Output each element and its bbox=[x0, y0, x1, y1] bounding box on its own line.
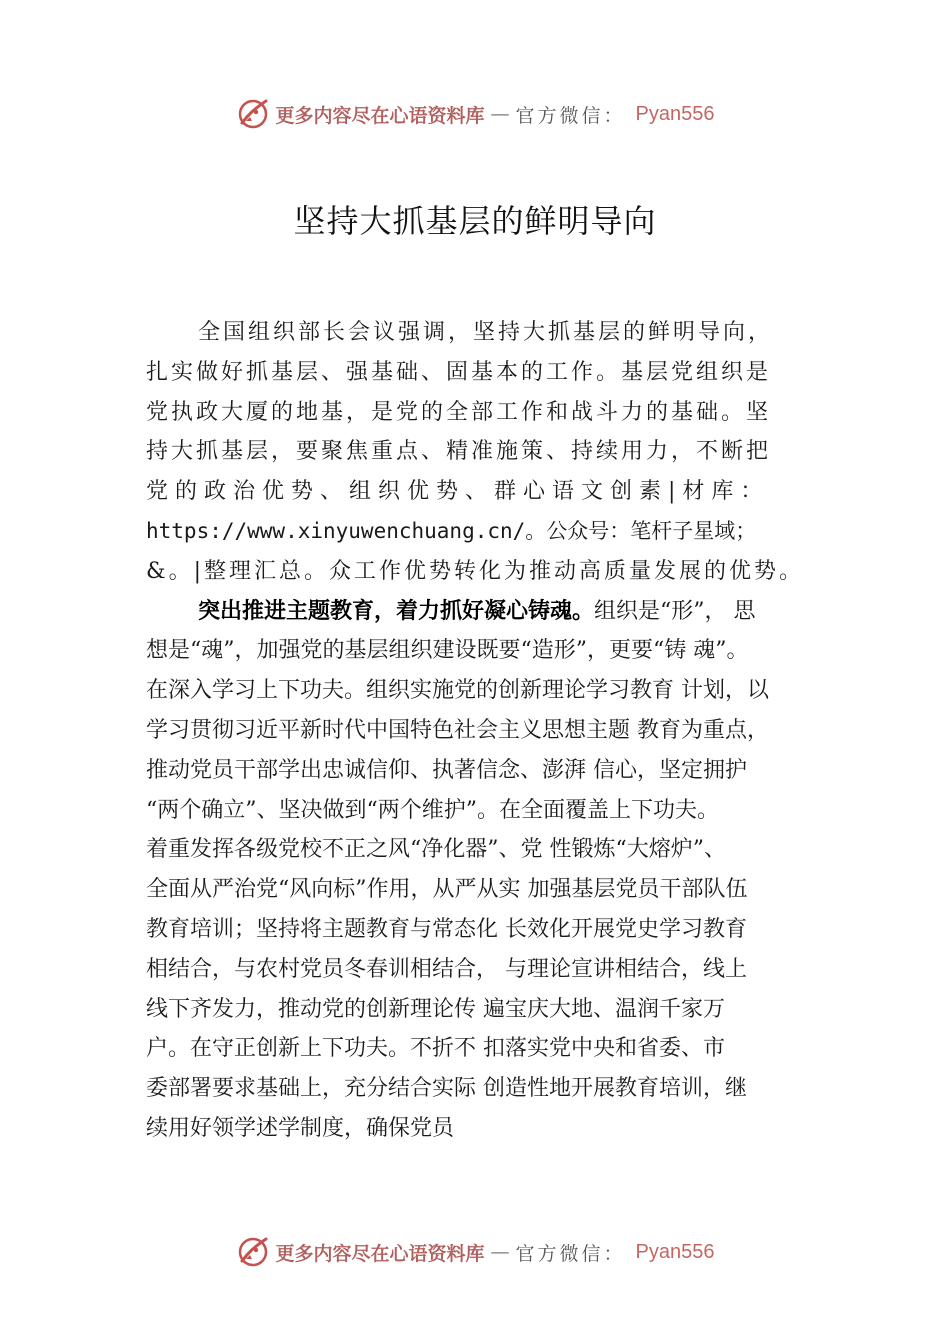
header-banner bbox=[0, 92, 950, 136]
footer-banner bbox=[0, 1230, 950, 1274]
banner-site-text: 更多内容尽在心语资料库 bbox=[275, 1242, 485, 1265]
text-line: 学习贯彻习近平新时代中国特色社会主义思想主题 教育为重点， bbox=[146, 717, 769, 743]
text-line: 相结合，与农村党员冬春训相结合， 与理论宣讲相结合，线上 bbox=[146, 956, 747, 982]
text-line: 着重发挥各级党校不正之风“净化器”、党 性锻炼“大熔炉”、 bbox=[146, 837, 726, 863]
text-line: “两个确立”、坚决做到“两个维护”。在全面覆盖上下功夫。 bbox=[146, 797, 719, 823]
banner-wechat-label: 官方微信： bbox=[515, 104, 626, 127]
text-line: 想是“魂”，加强党的基层组织建设既要“造形”，更要“铸 魂”。 bbox=[146, 638, 749, 664]
text-line: 党的政治优势、组织优势、群心语文创素|材库： bbox=[146, 479, 770, 505]
document-title: 坚持大抓基层的鲜明导向 bbox=[293, 202, 657, 240]
text-line: 委部署要求基础上，充分结合实际 创造性地开展教育培训，继 bbox=[146, 1076, 747, 1102]
text-line: 推动党员干部学出忠诚信仰、执著信念、澎湃 信心，坚定拥护 bbox=[146, 757, 747, 783]
text-line: 教育培训；坚持将主题教育与常态化 长效化开展党史学习教育 bbox=[146, 916, 747, 942]
paragraph-lead-line bbox=[146, 592, 846, 632]
text-line: 党执政大厦的地基，是党的全部工作和战斗力的基础。坚 bbox=[146, 399, 772, 425]
text-line: 全国组织部长会议强调，坚持大抓基层的鲜明导向， bbox=[198, 320, 774, 345]
banner-wechat-label: 官方微信： bbox=[515, 1242, 626, 1265]
paragraph-lead-rest: 组织是“形”， 思 bbox=[594, 598, 756, 624]
text-line: 线下齐发力，推动党的创新理论传 遍宝庆大地、温润千家万 bbox=[146, 996, 725, 1022]
pen-logo-icon bbox=[236, 1235, 270, 1269]
banner-site-text: 更多内容尽在心语资料库 bbox=[275, 104, 485, 127]
document-body bbox=[146, 313, 846, 1149]
text-line: 户。在守正创新上下功夫。不折不 扣落实党中央和省委、市 bbox=[146, 1036, 725, 1062]
banner-wechat-id: Pyan556 bbox=[635, 1240, 715, 1263]
text-line: https://www.xinyuwenchuang.cn/。公众号：笔杆子星域； bbox=[146, 518, 757, 543]
pen-logo-icon bbox=[236, 97, 270, 131]
text-line: &。|整理汇总。众工作优势转化为推动高质量发展的优势。 bbox=[146, 558, 804, 584]
text-line: 全面从严治党“风向标”作用，从严从实 加强基层党员干部队伍 bbox=[146, 877, 748, 903]
text-line: 在深入学习上下功夫。组织实施党的创新理论学习教育 计划，以 bbox=[146, 678, 769, 704]
text-line: 扎实做好抓基层、强基础、固基本的工作。基层党组织是 bbox=[146, 359, 772, 385]
text-line: 持大抓基层，要聚焦重点、精准施策、持续用力，不断把 bbox=[146, 439, 772, 465]
banner-dash: — bbox=[490, 103, 510, 125]
text-line: 续用好领学述学制度，确保党员 bbox=[146, 1115, 455, 1141]
banner-wechat-id: Pyan556 bbox=[635, 102, 715, 125]
paragraph-lead: 突出推进主题教育，着力抓好凝心铸魂。 bbox=[198, 598, 595, 624]
banner-dash: — bbox=[490, 1241, 510, 1263]
